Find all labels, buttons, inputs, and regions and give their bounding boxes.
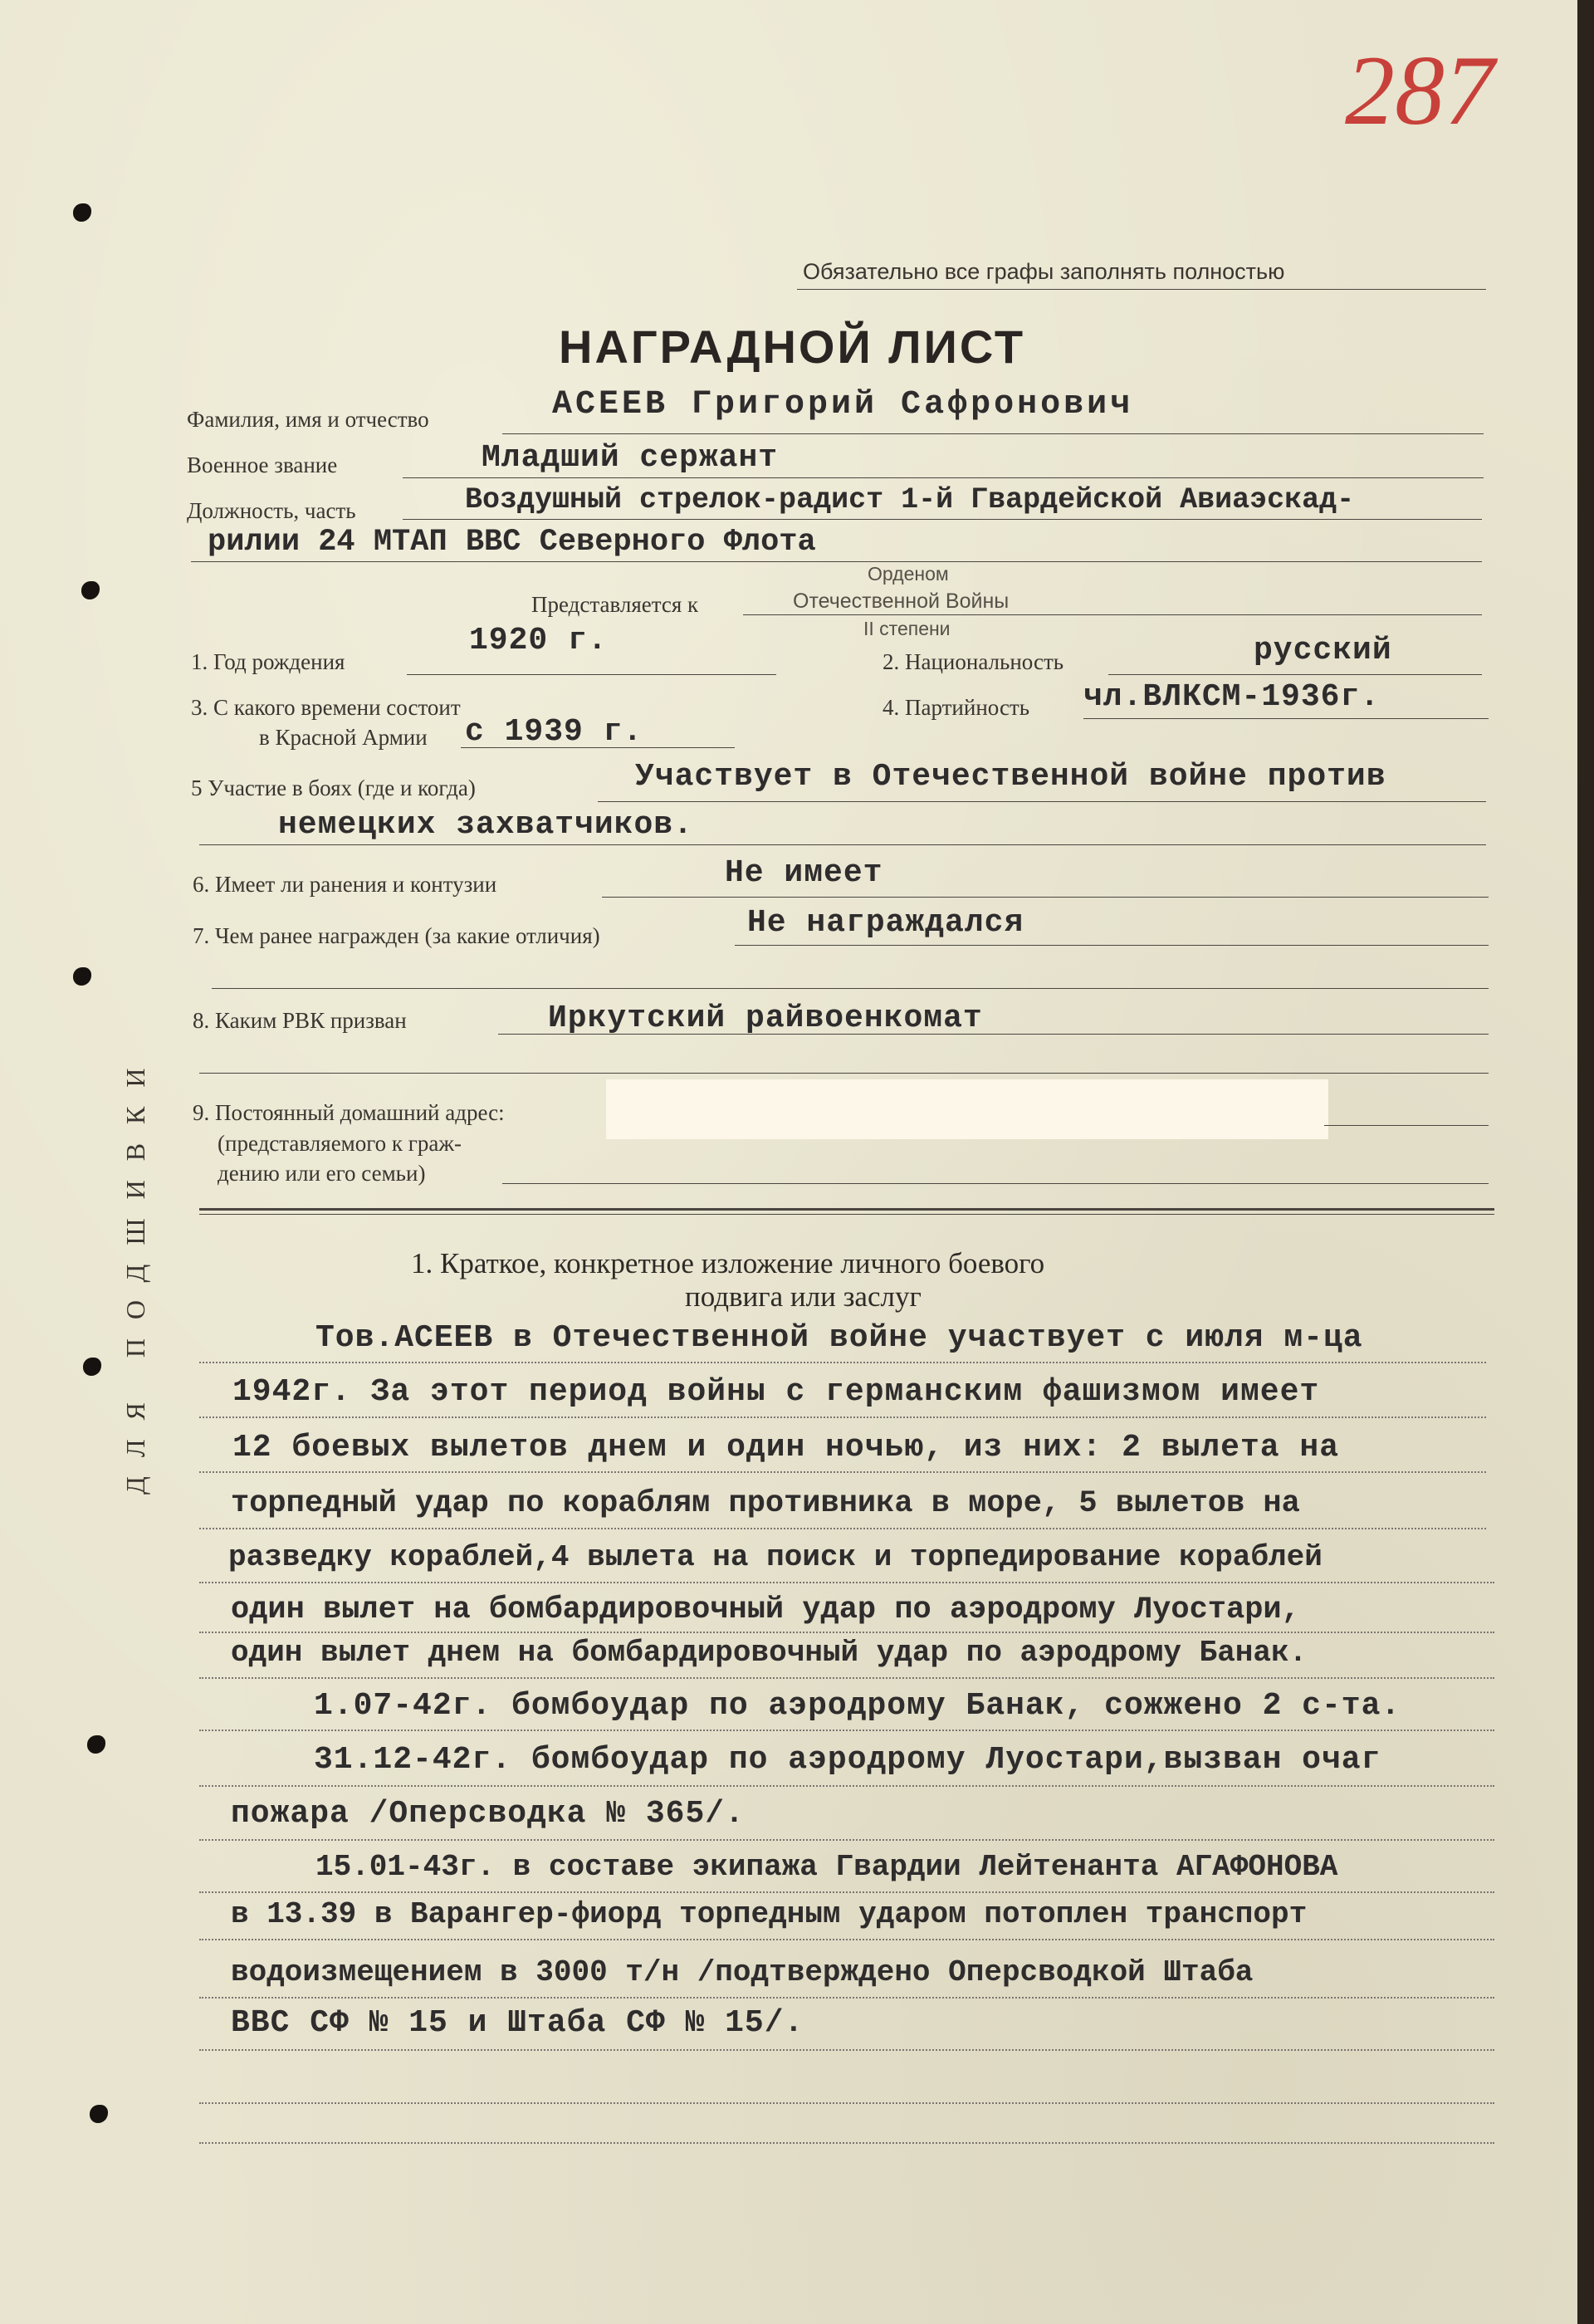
birth-year-value: 1920 г. bbox=[469, 623, 608, 658]
rank-value: Младший сержант bbox=[482, 440, 779, 476]
body-line: один вылет на бомбардировочный удар по аэродрому Луостари, bbox=[231, 1593, 1300, 1627]
order-line3: II степени bbox=[863, 618, 951, 639]
awards-label: 7. Чем ранее награжден (за какие отличия) bbox=[193, 923, 600, 948]
body-line: 1942г. За этот период войны с германским фашизмом имеет bbox=[232, 1374, 1320, 1410]
address-label-2: (представляемого к граж- bbox=[218, 1131, 462, 1156]
order-line2: Отечественной Войны bbox=[793, 590, 1010, 613]
rvk-value: Иркутский райвоенкомат bbox=[548, 1001, 983, 1036]
position-line1: Воздушный стрелок-радист 1-й Гвардейской Авиаэскад- bbox=[465, 483, 1355, 516]
rvk-label: 8. Каким РВК призван bbox=[193, 1008, 407, 1033]
binding-hole bbox=[73, 967, 91, 986]
body-line: торпедный удар по кораблям противника в море, 5 вылетов на bbox=[231, 1486, 1300, 1521]
address-label-1: 9. Постоянный домашний адрес: bbox=[193, 1100, 505, 1125]
body-line: Тов.АСЕЕВ в Отечественной войне участвует с июля м-ца bbox=[315, 1320, 1363, 1356]
party-value: чл.ВЛКСМ-1936г. bbox=[1083, 679, 1381, 715]
redacted-address bbox=[606, 1079, 1328, 1139]
body-line: 15.01-43г. в составе экипажа Гвардии Лейтенанта АГАФОНОВА bbox=[315, 1850, 1338, 1884]
order-line1: Орденом bbox=[868, 563, 949, 585]
position-line2: рилии 24 МТАП ВВС Северного Флота bbox=[208, 525, 816, 560]
binding-hole bbox=[83, 1358, 101, 1376]
document-title: НАГРАДНОЙ ЛИСТ bbox=[559, 320, 1026, 373]
position-label: Должность, часть bbox=[187, 498, 356, 523]
section-title-2: подвига или заслуг bbox=[685, 1280, 922, 1313]
header-note: Обязательно все графы заполнять полностью bbox=[803, 259, 1285, 284]
paper-edge bbox=[1577, 0, 1594, 2324]
page-number: 287 bbox=[1345, 35, 1494, 145]
name-label: Фамилия, имя и отчество bbox=[187, 407, 429, 432]
binding-hole bbox=[90, 2105, 108, 2123]
body-line: 1.07-42г. бомбоудар по аэродрому Банак, сожжено 2 с-та. bbox=[314, 1688, 1401, 1724]
section-title-1: 1. Краткое, конкретное изложение личного боевого bbox=[411, 1247, 1045, 1279]
rank-label: Военное звание bbox=[187, 453, 338, 477]
wounds-value: Не имеет bbox=[725, 855, 883, 891]
body-line: один вылет днем на бомбардировочный удар по аэродрому Банак. bbox=[231, 1636, 1308, 1670]
address-label-3: дению или его семьи) bbox=[218, 1161, 426, 1186]
side-label: ДЛЯ ПОДШИВКИ bbox=[120, 1049, 150, 1495]
battles-line2: немецких захватчиков. bbox=[278, 807, 693, 843]
body-line: 31.12-42г. бомбоудар по аэродрому Луостари,вызван очаг bbox=[314, 1742, 1381, 1778]
nationality-value: русский bbox=[1254, 633, 1392, 668]
binding-hole bbox=[87, 1735, 105, 1754]
body-line: разведку кораблей,4 вылета на поиск и торпедирование кораблей bbox=[228, 1540, 1323, 1574]
birth-year-label: 1. Год рождения bbox=[191, 649, 345, 674]
body-line: в 13.39 в Варангер-фиорд торпедным ударом потоплен транспорт bbox=[231, 1897, 1308, 1931]
army-since-label-2: в Красной Армии bbox=[259, 725, 428, 750]
battles-label: 5 Участие в боях (где и когда) bbox=[191, 775, 476, 800]
body-line: 12 боевых вылетов днем и один ночью, из них: 2 вылета на bbox=[232, 1430, 1340, 1465]
binding-hole bbox=[81, 581, 100, 599]
body-line: водоизмещением в 3000 т/н /подтверждено Оперсводкой Штаба bbox=[231, 1955, 1254, 1989]
body-line: ВВС СФ № 15 и Штаба СФ № 15/. bbox=[231, 2005, 804, 2041]
party-label: 4. Партийность bbox=[883, 695, 1030, 720]
binding-hole bbox=[73, 203, 91, 222]
army-since-label-1: 3. С какого времени состоит bbox=[191, 695, 461, 720]
battles-line1: Участвует в Отечественной войне против bbox=[635, 759, 1386, 795]
awards-value: Не награждался bbox=[747, 905, 1024, 941]
name-value: АСЕЕВ Григорий Сафронович bbox=[552, 386, 1134, 423]
presented-label: Представляется к bbox=[531, 592, 699, 617]
nationality-label: 2. Национальность bbox=[883, 649, 1064, 674]
wounds-label: 6. Имеет ли ранения и контузии bbox=[193, 872, 497, 897]
army-since-value: с 1939 г. bbox=[465, 714, 643, 750]
body-line: пожара /Оперсводка № 365/. bbox=[231, 1796, 745, 1832]
